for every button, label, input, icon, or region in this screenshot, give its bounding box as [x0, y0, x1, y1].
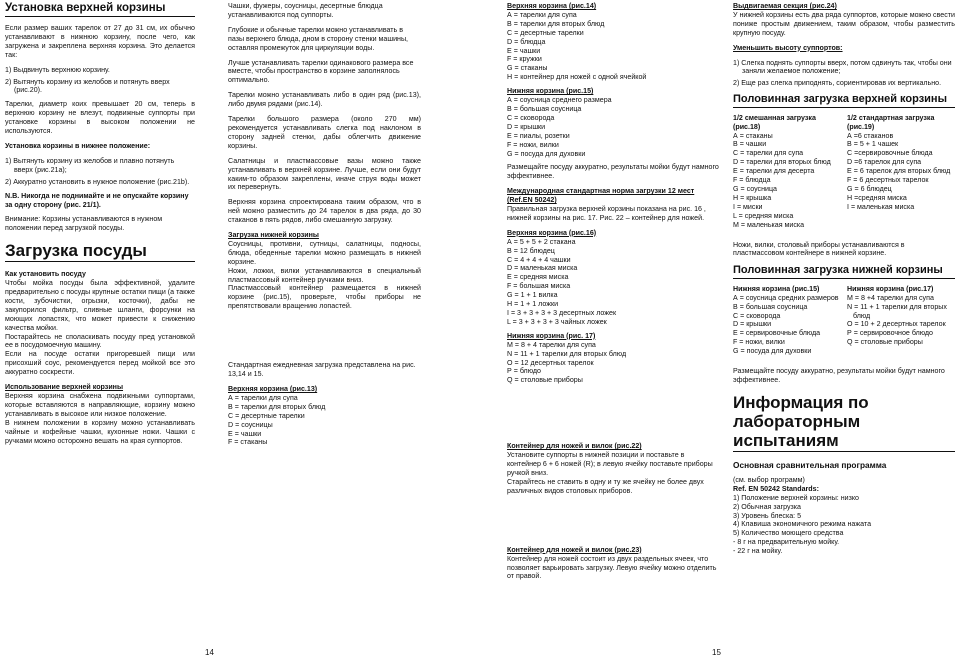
list-item: С = сковорода [507, 113, 555, 122]
subheading: Верхняя корзина (рис.14) [507, 2, 597, 10]
list-item: 2) Еще раз слегка приподнять, сориентировав их вертикально. [733, 79, 942, 88]
paragraph: Ножи, вилки, столовый приборы устанавливаются в пластмассовом контейнере в нижней корзине. [733, 240, 905, 258]
subheading: Уменьшить высоту суппортов: [733, 43, 843, 52]
list-item: М = маленькая миска [733, 220, 805, 229]
list-item: А = стаканы [733, 131, 773, 140]
mixed-load-column [733, 114, 841, 235]
list-item: В = большая соусница [733, 302, 808, 311]
list-item: 2) Вытянуть корзину из желобов и потянуть вверх (рис.20). [5, 77, 170, 95]
list-item: В = большая соусница [507, 104, 582, 113]
list-item: В = чашки [733, 140, 767, 149]
subheading: Международная стандартная норма загрузки 12 мест (Ref.EN 50242) [507, 187, 695, 205]
list-item: С = тарелки для супа [733, 149, 804, 158]
paragraph: Правильная загрузка верхней корзины показана на рис. 16 , нижней корзины на рис. 17. Рис. 22 – контейнер для ножей. [507, 205, 706, 222]
list-item: - 8 г на предварительную мойку. [733, 538, 840, 547]
subheading: Контейнер для ножей и вилок (рис.22) [507, 442, 642, 451]
subheading: Загрузка нижней корзины [228, 231, 319, 240]
list-item: В = тарелки для вторых блюд [228, 402, 326, 411]
steps-list [5, 157, 195, 187]
paragraph: Размещайте посуду аккуратно, результаты мойки будут намного эффективнее. [733, 367, 945, 384]
info-list [733, 476, 955, 556]
list-item: А = соусница среднего размера [507, 96, 612, 105]
list-item: Е = средняя миска [507, 273, 569, 282]
list-item: D = крышки [733, 320, 772, 329]
column-1 [5, 2, 195, 451]
list-item: Q = столовые приборы [507, 376, 583, 385]
lower17-column [847, 285, 955, 361]
two-column-legend [733, 285, 955, 361]
list-item: Q = столовые приборы [847, 338, 923, 347]
list-item: 1) Слегка поднять суппорты вверх, потом сдвинуть так, чтобы они заняли желаемое положение; [733, 58, 952, 76]
subheading: Контейнер для ножей и вилок (рис.23) [507, 545, 642, 554]
list-item: I = миски [733, 202, 763, 211]
list-item: 1) Вытянуть корзину из желобов и плавно потянуть вверх (рис.21а); [5, 156, 175, 174]
list-item: N = 11 + 1 тарелки для вторых блюд [507, 349, 627, 358]
legend-list [847, 294, 955, 347]
paragraph: Если размер ваших тарелок от 27 до 31 см, их обычно устанавливают в нижнюю корзину, после чего, как загружена и закреплена верхняя корзина. Это делается так: [5, 24, 195, 59]
page-number: 15 [712, 648, 721, 657]
paragraph: Чашки, фужеры, соусницы, десертные блюдца устанавливаются под суппорты. [228, 2, 383, 19]
subheading: 1/2 стандартная загрузка (рис.19) [847, 113, 935, 131]
steps-list [733, 59, 955, 89]
two-column-legend [733, 114, 955, 235]
spacer [228, 317, 421, 361]
list-item: N = 11 + 1 тарелки для вторых блюд [847, 302, 947, 320]
list-item: F = стаканы [228, 438, 268, 447]
paragraph: У нижней корзины есть два ряда суппортов, которые можно свести пониже простым движением, таким образом, чтобы разместить крупную посуду. [733, 10, 955, 37]
list-item: Н = крышка [733, 193, 772, 202]
subheading: Нижняя корзина (рис.15) [507, 87, 594, 96]
list-item: Н =средняя миска [847, 193, 907, 202]
list-item: Е = пиалы, розетки [507, 131, 570, 140]
paragraph: Глубокие и обычные тарелки можно устанавливать в пазы верхнего блюда, дном в сторону стенки машины, оставляя промежуток для циркуляции воды. [228, 25, 409, 52]
spacer [507, 502, 719, 546]
list-item: Е = 6 тарелок для вторых блюд [847, 167, 951, 176]
section-heading: Половинная загрузка верхней корзины [733, 93, 955, 108]
list-item: D = тарелки для вторых блюд [733, 158, 831, 167]
list-item: Е = сервировочные блюда [733, 329, 821, 338]
list-item: D = блюдца [507, 37, 546, 46]
paragraph: Установите суппорты в нижней позиции и поставьте в контейнер 6 + 6 ножей (R); в левую ячейку поставьте приборы ручкой вниз. Старайтесь не ставить в одну и ту же ячейку не более двух различных видов столовых приборов. [507, 451, 713, 495]
subheading: Верхняя корзина (рис.16) [507, 228, 597, 237]
list-item: А = соусница средних размеров [733, 293, 839, 302]
subheading: Верхняя корзина (рис.13) [228, 385, 318, 393]
subheading: Как установить посуду [5, 270, 86, 279]
list-item: L = 3 + 3 + 3 + 3 чайных ложек [507, 317, 607, 326]
list-item: Н = контейнер для ножей с одной ячейкой [507, 73, 647, 82]
list-item: А = тарелки для супа [228, 393, 298, 402]
paragraph: Верхняя корзина снабжена подвижными суппортами, которые вставляются в направляющие, корзину можно устанавливать в высокое или низкое положение. В нижнем положении в корзину можно устанавливать чайные и кофейные чашки, кухонные ножи. Чашки с ручками можно осторожно вешать на края суппортов. [5, 392, 195, 445]
list-item: Е = тарелки для десерта [733, 167, 815, 176]
legend-list [733, 132, 841, 230]
paragraph: Тарелки можно устанавливать либо в один ряд (рис.13), либо двумя рядами (рис.14). [228, 91, 421, 109]
list-item: G = 1 + 1 вилка [507, 291, 558, 300]
list-item: С = сковорода [733, 311, 781, 320]
standard-load-column [847, 114, 955, 235]
paragraph: Стандартная ежедневная загрузка представлена на рис. 13,14 и 15. [228, 361, 416, 379]
column-2 [228, 2, 421, 452]
subheading: 1/2 смешанная загрузка (рис.18) [733, 113, 816, 131]
list-item: А = тарелки для супа [507, 10, 577, 19]
list-item: F = кружки [507, 55, 542, 64]
list-item: F = большая миска [507, 282, 571, 291]
list-item: О = 12 десертных тарелок [507, 358, 594, 367]
list-item: В = 5 + 1 чашек [847, 140, 899, 149]
list-item: 4) Клавиша экономичного режима нажата [733, 520, 872, 529]
subheading: Нижняя корзина (рис.17) [847, 284, 934, 293]
list-item: F = 6 десертных тарелок [847, 176, 929, 185]
list-item: 5) Количество моющего средства [733, 529, 844, 538]
list-item: G = посуда для духовки [507, 149, 586, 158]
list-item: 2) Обычная загрузка [733, 502, 801, 511]
list-item: D = маленькая миска [507, 264, 578, 273]
list-item: G = 6 блюдец [847, 185, 892, 193]
steps-list [5, 66, 195, 96]
paragraph: Чтобы мойка посуды была эффективной, удалите предварительно с посуды крупные остатки пищи (а также кости, зубочистки, огрызки, косточки), дабы не закупорился фильтр, сливные шланги, форсунки на моющих лопастях, что может привести к снижению качества мойки. Постарайтесь не споласкивать посуду пред установкой ее в посудомоечную машину. Если на посуде остатки пригоревшей пищи или присохший соус, рекомендуется перед мойкой все это аккуратно соскрести. [5, 279, 195, 377]
list-item: G = соусница [733, 185, 777, 193]
spacer [507, 390, 719, 442]
list-item: О = 10 + 2 десертных тарелок [847, 320, 946, 329]
nb-note: N.B. Никогда не поднимайте и не опускайте корзину за одну сторону (рис. 21/1). [5, 191, 189, 209]
list-item: Е = чашки [228, 429, 262, 438]
column-3 [507, 2, 719, 587]
list-item: G = стаканы [507, 64, 548, 73]
paragraph: Верхняя корзина спроектирована таким образом, что в ней можно разместить до 24 тарелок в два ряда, до 30 стаканов в пять рядов, либо смешанную загрузку. [228, 198, 421, 225]
section-heading: Информация по лабораторным испытаниям [733, 393, 955, 452]
list-item: С = 4 + 4 + 4 чашки [507, 255, 571, 264]
list-item: (см. выбор программ) [733, 475, 805, 484]
subheading: Выдвигаемая секция (рис.24) [733, 2, 837, 10]
subheading: Нижняя корзина (рис.15) [733, 284, 820, 293]
paragraph: Тарелки, диаметр коих превышает 20 см, теперь в верхнюю корзину не влезут, подвижные суппорты при установке корзины в высоком положении не используются. [5, 100, 195, 136]
page-number: 14 [205, 648, 214, 657]
list-item: В = 12 блюдец [507, 246, 555, 255]
paragraph: Тарелки большого размера (около 270 мм) рекомендуется устанавливать слегка под наклоном в сторону задней стенки, дабы облегчить движение корзины. [228, 115, 421, 150]
subheading: Основная сравнительная программа [733, 459, 887, 470]
paragraph: Контейнер для ножей состоит из двух раздельных ячеек, что позволяет варьировать загрузку. Левую ячейку можно отделить от правой. [507, 554, 717, 581]
list-item: F = блюдца [733, 176, 771, 185]
list-item: М = 8 + 4 тарелки для супа [507, 340, 596, 349]
legend-list [228, 394, 421, 447]
legend-list [507, 96, 719, 158]
legend-list [507, 341, 719, 386]
legend-list [507, 11, 719, 82]
paragraph: Салатницы и пластмассовые вазы можно также устанавливать в верхней корзине. Лучше, если они будут каким-то образом закреплены, иначе струя воды может их перевернуть. [228, 156, 421, 192]
list-item: 1) Положение верхней корзины: низко [733, 493, 860, 502]
list-item: D =6 тарелок для супа [847, 158, 922, 167]
lower15-column [733, 285, 841, 361]
list-item: I = маленькая миска [847, 202, 915, 211]
page-title: Загрузка посуды [5, 241, 195, 262]
list-item: - 22 г на мойку. [733, 547, 783, 556]
column-4 [733, 2, 955, 561]
list-item: D = соусницы [228, 420, 273, 429]
list-item: С = десертные тарелки [507, 28, 584, 37]
paragraph: Лучше устанавливать тарелки одинакового размера все вместе, чтобы пространство в корзине заполнялось оптимально. [228, 58, 414, 85]
list-item: Р = сервировочное блюдо [847, 329, 933, 338]
list-item: С = десертные тарелки [228, 411, 305, 420]
legend-list [507, 238, 719, 327]
paragraph: Соусницы, противни, сутницы, салатницы, подносы, блюда, обеденные тарелки можно размещать в нижней корзине. Ножи, ложки, вилки устанавливаются в специальный пластмассовый контейнер ручками вниз. Пластмассовый контейнер размещается в нижней корзине (рис.15), проверьте, чтобы приборы не препятствовали вращению лопастей. [228, 239, 421, 311]
subheading: Нижняя корзина (рис. 17) [507, 331, 596, 340]
paragraph: Размещайте посуду аккуратно, результаты мойки будут намного эффективнее. [507, 163, 719, 181]
list-item: I = 3 + 3 + 3 + 3 десертных ложек [507, 309, 617, 317]
list-item: 1) Выдвинуть верхнюю корзину. [5, 65, 110, 74]
list-item: М = 8 +4 тарелки для супа [847, 293, 934, 302]
list-item: Ref. EN 50242 Standards: [733, 484, 819, 493]
list-item: С =сервировочные блюда [847, 149, 933, 158]
list-item: Р = блюдо [507, 367, 541, 376]
legend-list [847, 132, 955, 212]
warning-text: Внимание: Корзины устанавливаются в нужном положении перед загрузкой посуды. [5, 215, 163, 233]
list-item: Н = 1 + 1 ложки [507, 300, 559, 309]
list-item: 2) Аккуратно установить в нужное положение (рис.21b). [5, 177, 190, 186]
list-item: А =6 стаканов [847, 131, 894, 140]
list-item: F = ножи, вилки [733, 338, 785, 347]
list-item: Е = чашки [507, 46, 541, 55]
list-item: D = крышки [507, 122, 546, 131]
section-heading: Установка верхней корзины [5, 2, 195, 17]
subheading: Установка корзины в нижнее положение: [5, 141, 151, 150]
list-item: F = ножи, вилки [507, 140, 559, 149]
legend-list [733, 294, 841, 356]
section-heading: Половинная загрузка нижней корзины [733, 264, 955, 279]
list-item: G = посуда для духовки [733, 347, 812, 356]
list-item: В = тарелки для вторых блюд [507, 19, 605, 28]
list-item: 3) Уровень блеска: 5 [733, 511, 802, 520]
list-item: А = 5 + 5 + 2 стакана [507, 237, 576, 246]
list-item: L = средняя миска [733, 211, 794, 220]
subheading: Использование верхней корзины [5, 383, 124, 392]
